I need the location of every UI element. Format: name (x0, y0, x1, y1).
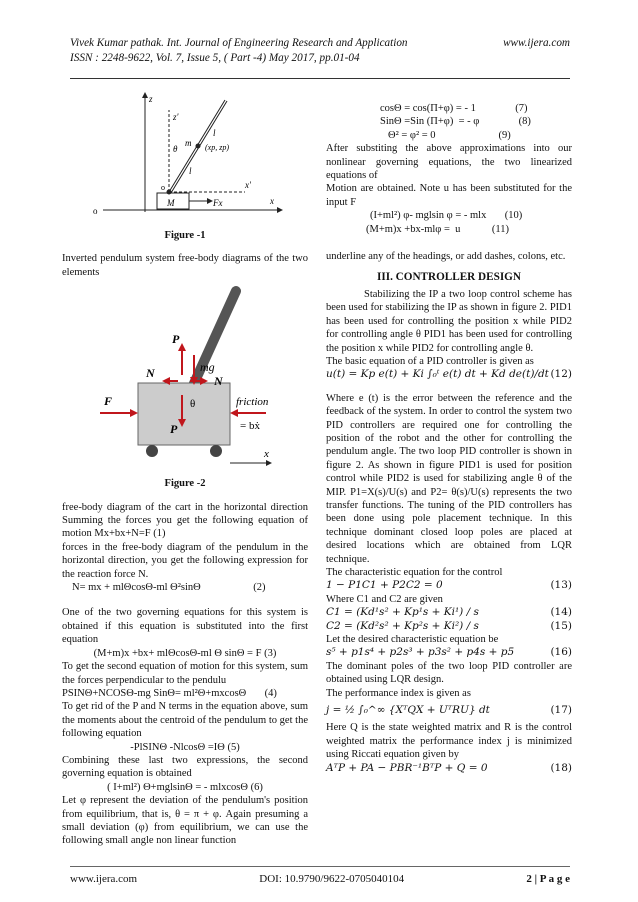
right-column (326, 102, 572, 775)
cart-body (138, 383, 230, 445)
paragraph-motion: Motion are obtained. Note u has been substituted for the input F (326, 183, 572, 208)
figure-2-caption: Figure -2 (164, 478, 206, 490)
equation-3: (M+m)x +bx+ mlΘcosΘ-ml Θ sinΘ = F (3) (93, 647, 277, 659)
equation-16-number: (16) (550, 646, 572, 659)
paragraph-moments: To get rid of the P and N terms in the equation above, sum the moments about the centroid of the pendulum to get the following equation (62, 701, 308, 740)
header-website[interactable]: www.ijera.com (503, 37, 570, 49)
equation-13: 1 − P1C1 + P2C2 = 0 (326, 579, 443, 592)
equation-16: s⁵ + p1s⁴ + p2s³ + p3s² + p4s + p5 (326, 646, 515, 659)
left-column (62, 90, 308, 848)
z-axis-arrow-icon (142, 92, 148, 98)
label-x: x (270, 196, 274, 206)
label-n-right: N (214, 374, 223, 389)
equation-2: N= mx + mlΘcosΘ-ml Θ²sinΘ (2) (72, 582, 266, 594)
label-Fx: Fx (213, 198, 223, 208)
equation-9: Θ² = φ² = 0 (9) (388, 129, 511, 141)
equation-15: C2 = (Kd²s² + Kp²s + Ki²) / s (326, 619, 479, 632)
paragraph-cart-fbd: free-body diagram of the cart in the horizontal direction Summing the forces you get the following equation of motion Mx+bx+N=F (1) (62, 501, 308, 540)
page-footer (70, 866, 570, 891)
paragraph-governing: One of the two governing equations for this system is obtained if this equation is substituted into the first equation (62, 607, 308, 646)
label-theta: θ (173, 144, 178, 154)
label-p-top: P (172, 332, 180, 347)
equation-12-row (326, 368, 572, 381)
equation-18-number: (18) (550, 761, 572, 774)
label-x-prime: x' (245, 180, 251, 190)
paragraph-performance: The performance index is given as (326, 687, 471, 699)
equation-4: PSINΘ+NCOSΘ-mg SinΘ= ml²Θ+mxcosΘ (4) (62, 687, 277, 699)
header-issn: ISSN : 2248-9622, Vol. 7, Issue 5, ( Part -4) May 2017, pp.01-04 (70, 52, 360, 64)
equation-13-number: (13) (550, 579, 572, 592)
wheel-left (146, 445, 158, 457)
label-z-prime: z' (173, 112, 179, 122)
paragraph-dominant-poles: The dominant poles of the two loop PID controller are obtained using LQR design. (326, 660, 572, 686)
equation-14: C1 = (Kd¹s² + Kp¹s + Ki¹) / s (326, 606, 479, 619)
paragraph-pid-basic: The basic equation of a PID controller is given as (326, 355, 534, 367)
equation-14-row (326, 606, 572, 619)
figure-2-diagram (90, 283, 280, 473)
equation-17-number: (17) (550, 704, 572, 717)
equation-12-number: (12) (550, 368, 572, 381)
equation-16-row (326, 646, 572, 659)
friction-arrow-icon (230, 409, 238, 417)
label-point: (xp, zp) (205, 143, 229, 152)
section-heading: III. CONTROLLER DESIGN (377, 271, 521, 284)
equation-17: j = ½ ∫₀^∞ {XᵀQX + UᵀRU} dt (326, 704, 490, 717)
label-n-left: N (146, 366, 155, 381)
paragraph-characteristic: The characteristic equation for the control (326, 567, 503, 578)
figure-1-caption: Figure -1 (164, 230, 206, 241)
label-origin: o (93, 206, 98, 216)
label-o-small: o (161, 183, 165, 192)
paragraph-stabilizing: Stabilizing the IP a two loop control scheme has been used for stabilizing the IP as shown in figure 2. PID1 has been used for controlling the position x while PID2 for controlling angle θ PID1 has been used for controlling the position x while PID2 for controlling angle θ. (326, 288, 572, 354)
equation-7: cosΘ = cos(Π+φ) = - 1 (7) (380, 103, 528, 114)
footer-site[interactable]: www.ijera.com (70, 873, 138, 885)
equation-5: -PlSINΘ -NlcosΘ =IΘ (5) (130, 741, 240, 753)
equation-15-row (326, 620, 572, 633)
footer-page: 2 | P a g e (526, 873, 570, 885)
paragraph-where-c: Where C1 and C2 are given (326, 593, 443, 605)
equation-11: (M+m)x +bx-mlφ = u (11) (366, 223, 510, 235)
label-friction: friction (236, 396, 269, 409)
label-f: F (104, 394, 113, 409)
equation-13-row (326, 579, 572, 592)
paragraph-deviation: Let φ represent the deviation of the pendulum's position from equilibrium, that is, θ = π + φ. Again presuming a small deviation (φ) from equilibrium, we can use the following small angle non linear function (62, 795, 308, 847)
label-z: z (149, 94, 153, 104)
equation-12: u(t) = Kp e(t) + Ki ∫₀ᵗ e(t) dt + Kd de(t)/dt (326, 368, 549, 381)
running-header (70, 36, 570, 66)
footer-doi[interactable]: DOI: 10.9790/9622-0705040104 (259, 873, 405, 885)
label-p-cart: P (170, 422, 178, 437)
paragraph-reaction-force: forces in the free-body diagram of the pendulum in the horizontal direction, you get the following expression for the reaction force N. (62, 541, 308, 580)
pendulum-mass (196, 144, 201, 149)
f-arrow-icon (130, 409, 138, 417)
label-l2: l (189, 166, 192, 176)
paragraph-second-equation: To get the second equation of motion for this system, sum the forces perpendicular to the pendulu (62, 661, 308, 686)
header-divider (70, 78, 570, 79)
header-authors: Vivek Kumar pathak. Int. Journal of Engineering Research and Application (70, 37, 408, 49)
label-m: m (185, 138, 192, 148)
equation-18-row (326, 762, 572, 775)
label-theta: θ (190, 398, 196, 411)
paragraph-q-matrix: Here Q is the state weighted matrix and R is the control weighted matrix the performance index j is minimized using Riccati equation given by (326, 722, 572, 761)
paragraph-underline: underline any of the headings, or add dashes, colons, etc. (326, 251, 566, 263)
paragraph-desired: Let the desired characteristic equation be (326, 634, 499, 646)
equation-10: (I+ml²) φ- mglsin φ = - mlx (10) (370, 210, 523, 222)
equation-6: ( I+ml²) Θ+mglsinΘ = - mlxcosΘ (6) (107, 781, 263, 793)
equation-15-number: (15) (550, 619, 572, 632)
wheel-right (210, 445, 222, 457)
paragraph-error: Where e (t) is the error between the reference and the feedback of the system. In order to control the system two PID controllers are required one for controlling the position of the robot and the other for controlling the pendulum angle. The two loop PID controller is shown in figure 2. As shown in figure PID1 is used for position control while PID2 is used for stabilizing angle θ of the MIP. P1=X(s)/U(s) and P2= θ(s)/U(s) represents the two transfer functions. The tuning of the PID controllers has been done using pole placement technique. In this technique dominant closed loop poles are placed at desired locations which are obtained from LQR technique. (326, 392, 572, 565)
paragraph-linearized: After substiting the above approximations into our nonlinear governing equations, the two linearized equations of (326, 143, 572, 182)
label-bx: = bẋ (240, 420, 260, 433)
figure-1-diagram (85, 90, 285, 225)
paragraph-intro: Inverted pendulum system free-body diagrams of the two elements (62, 253, 308, 278)
label-M: M (167, 198, 175, 208)
x-direction-arrow-icon (266, 460, 272, 466)
equation-18: AᵀP + PA − PBR⁻¹BᵀP + Q = 0 (326, 761, 488, 774)
label-l: l (213, 128, 216, 138)
paragraph-combining: Combining these last two expressions, the second governing equation is obtained (62, 754, 308, 780)
label-mg: mg (200, 360, 215, 375)
equation-8: SinΘ =Sin (Π+φ) = - φ (8) (380, 116, 531, 128)
x-axis-arrow-icon (277, 207, 283, 213)
label-x: x (264, 448, 269, 461)
equation-14-number: (14) (550, 606, 572, 619)
equation-17-row (326, 704, 572, 717)
